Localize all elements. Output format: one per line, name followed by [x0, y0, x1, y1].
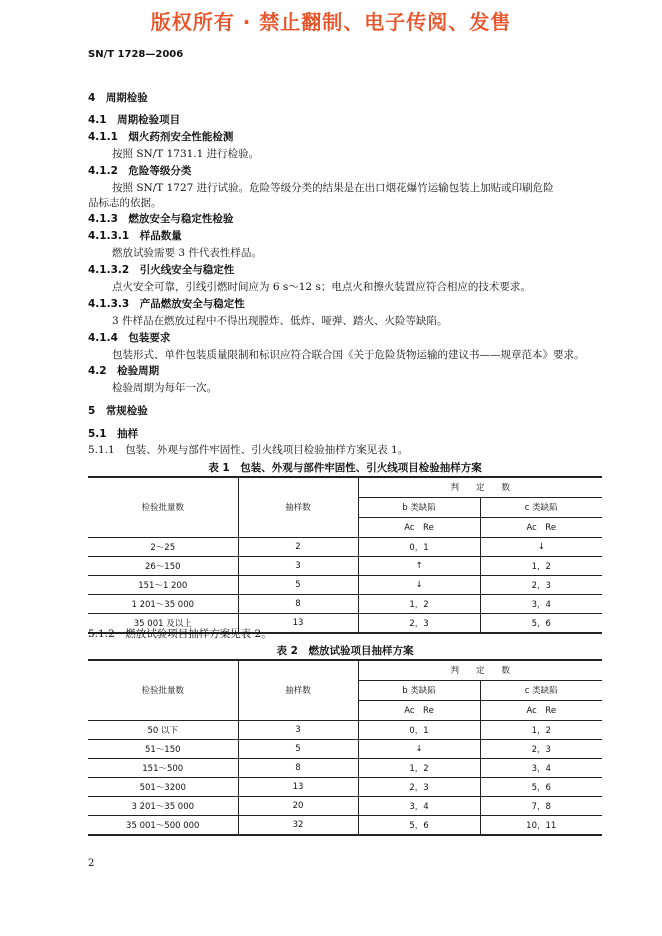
table-cell: 8 — [238, 758, 358, 777]
table-cell: 51～150 — [88, 739, 238, 758]
table-cell: 1，2 — [358, 758, 480, 777]
table-cell: 5，6 — [480, 777, 602, 796]
table-cell: 2 — [238, 537, 358, 556]
table-cell: 5，6 — [358, 815, 480, 835]
table-cell: 7，8 — [480, 796, 602, 815]
table-1-header-acre-c: Ac Re — [480, 517, 602, 537]
table-1 — [88, 476, 602, 634]
heading-4-1-3: 4.1.3 燃放安全与稳定性检验 — [88, 213, 234, 225]
table-cell: ↓ — [358, 575, 480, 594]
table-row — [88, 739, 602, 758]
heading-4-1-3-2: 4.1.3.2 引火线安全与稳定性 — [88, 264, 235, 276]
table-cell: 32 — [238, 815, 358, 835]
table-cell: 5 — [238, 739, 358, 758]
table-cell: ↓ — [480, 537, 602, 556]
table-cell: 151～1 200 — [88, 575, 238, 594]
heading-4-1-2: 4.1.2 危险等级分类 — [88, 165, 192, 177]
table-cell: 151～500 — [88, 758, 238, 777]
heading-4-1-3-3: 4.1.3.3 产品燃放安全与稳定性 — [88, 298, 245, 310]
table-cell: 35 001～500 000 — [88, 815, 238, 835]
table-cell: 5，6 — [480, 613, 602, 633]
table-cell: 2～25 — [88, 537, 238, 556]
table-cell: 8 — [238, 594, 358, 613]
paragraph-4-1-4: 包装形式、单件包装质量限制和标识应符合联合国《关于危险货物运输的建议书——规章范本》要求。 — [112, 349, 585, 361]
standard-id: SN/T 1728—2006 — [88, 49, 184, 60]
heading-4: 4 周期检验 — [88, 92, 148, 104]
table-1-header-c: c 类缺陷 — [480, 497, 602, 517]
table-2-header-acre-b: Ac Re — [358, 700, 480, 720]
paragraph-4-1-2-a: 按照 SN/T 1727 进行试验。危险等级分类的结果是在出口烟花爆竹运输包装上加贴或印刷危险 — [112, 182, 554, 194]
table-cell: 20 — [238, 796, 358, 815]
table-cell: 3，4 — [480, 758, 602, 777]
paragraph-4-1-2-b: 品标志的依据。 — [88, 197, 162, 209]
table-cell: 5 — [238, 575, 358, 594]
table-row — [88, 720, 602, 739]
heading-5-1: 5.1 抽样 — [88, 428, 139, 440]
heading-4-2: 4.2 检验周期 — [88, 365, 160, 377]
table-cell: 3 — [238, 720, 358, 739]
paragraph-5-1-1: 5.1.1 包装、外观与部件牢固性、引火线项目检验抽样方案见表 1。 — [88, 444, 409, 456]
paragraph-5-1-2: 5.1.2 燃放试验项目抽样方案见表 2。 — [88, 628, 272, 640]
table-2-title: 表 2 燃放试验项目抽样方案 — [276, 645, 414, 657]
heading-4-1-4: 4.1.4 包装要求 — [88, 332, 171, 344]
table-row — [88, 758, 602, 777]
table-cell: 10，11 — [480, 815, 602, 835]
table-cell: ↑ — [358, 556, 480, 575]
table-cell: 3，4 — [358, 796, 480, 815]
table-row — [88, 796, 602, 815]
table-cell: 0，1 — [358, 720, 480, 739]
table-1-header-acre-b: Ac Re — [358, 517, 480, 537]
table-cell: 0，1 — [358, 537, 480, 556]
table-cell: 1，2 — [480, 556, 602, 575]
table-1-header-sample: 抽样数 — [238, 477, 358, 537]
table-cell: 2，3 — [480, 575, 602, 594]
table-row — [88, 537, 602, 556]
paragraph-4-1-3-2: 点火安全可靠，引线引燃时间应为 6 s～12 s；电点火和擦火装置应符合相应的技术要求。 — [112, 281, 531, 293]
table-1-header-judge: 判 定 数 — [358, 477, 602, 497]
table-1-title: 表 1 包装、外观与部件牢固性、引火线项目检验抽样方案 — [208, 462, 482, 474]
table-cell: 1，2 — [480, 720, 602, 739]
table-cell: 2，3 — [358, 613, 480, 633]
table-cell: 13 — [238, 777, 358, 796]
paragraph-4-1-1: 按照 SN/T 1731.1 进行检验。 — [112, 148, 260, 160]
table-cell: 26～150 — [88, 556, 238, 575]
table-cell: ↓ — [358, 739, 480, 758]
paragraph-4-1-3-3: 3 件样品在燃放过程中不得出现膛炸、低炸、哑弹、踏火、火险等缺陷。 — [112, 315, 448, 327]
table-cell: 2，3 — [358, 777, 480, 796]
heading-5: 5 常规检验 — [88, 405, 148, 417]
paragraph-4-1-3-1: 燃放试验需要 3 件代表性样品。 — [112, 247, 262, 259]
table-cell: 3 — [238, 556, 358, 575]
table-2-header-b: b 类缺陷 — [358, 680, 480, 700]
table-2-header-c: c 类缺陷 — [480, 680, 602, 700]
table-cell: 501～3200 — [88, 777, 238, 796]
heading-4-1: 4.1 周期检验项目 — [88, 114, 181, 126]
table-cell: 13 — [238, 613, 358, 633]
table-row — [88, 556, 602, 575]
table-1-header-b: b 类缺陷 — [358, 497, 480, 517]
table-2-header-judge: 判 定 数 — [358, 660, 602, 680]
table-row — [88, 815, 602, 835]
paragraph-4-2: 检验周期为每年一次。 — [112, 382, 217, 394]
table-cell: 3，4 — [480, 594, 602, 613]
table-row — [88, 777, 602, 796]
table-cell: 3 201～35 000 — [88, 796, 238, 815]
table-cell: 50 以下 — [88, 720, 238, 739]
table-1-header-batch: 检验批量数 — [88, 477, 238, 537]
table-2-header-sample: 抽样数 — [238, 660, 358, 720]
table-2 — [88, 659, 602, 836]
table-cell: 2，3 — [480, 739, 602, 758]
heading-4-1-3-1: 4.1.3.1 样品数量 — [88, 230, 182, 242]
heading-4-1-1: 4.1.1 烟火药剂安全性能检测 — [88, 131, 234, 143]
table-row — [88, 594, 602, 613]
table-row — [88, 575, 602, 594]
table-cell: 35 001 及以上 — [88, 613, 238, 633]
table-cell: 1 201～35 000 — [88, 594, 238, 613]
page-number: 2 — [88, 858, 95, 869]
watermark-banner: 版权所有 · 禁止翻制、电子传阅、发售 — [150, 10, 512, 34]
table-2-header-batch: 检验批量数 — [88, 660, 238, 720]
table-2-header-acre-c: Ac Re — [480, 700, 602, 720]
table-cell: 1，2 — [358, 594, 480, 613]
